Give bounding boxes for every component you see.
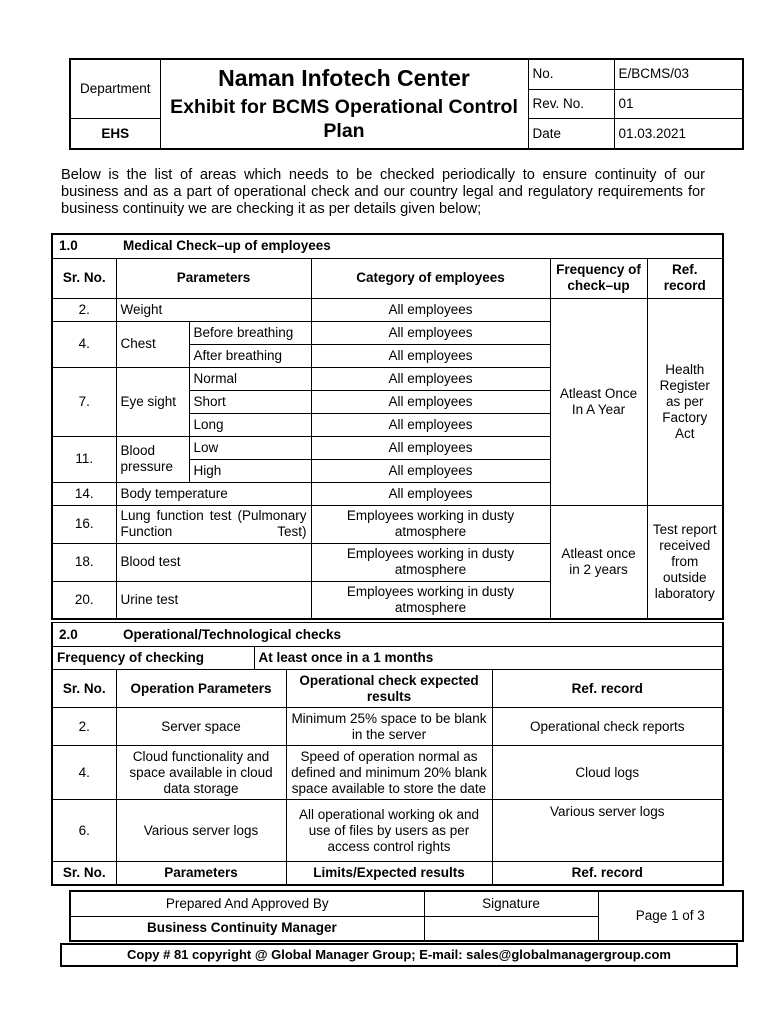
param-body-temperature: Body temperature: [116, 482, 311, 505]
subparam-long: Long: [189, 413, 311, 436]
frequency-yearly: Atleast Once In A Year: [550, 298, 647, 505]
section2-title: Operational/Technological checks: [123, 626, 342, 642]
param-eye-sight: Eye sight: [116, 367, 189, 436]
col-ref-record: Ref. record: [492, 670, 723, 708]
sr-weight: 2.: [52, 298, 116, 321]
param-cloud: Cloud functionality and space available in cloud data storage: [116, 746, 286, 800]
ref-test-report: Test report received from outside laboratory: [647, 505, 723, 619]
col-operation-parameters: Operation Parameters: [116, 670, 286, 708]
document-header: [69, 58, 744, 150]
sr-cell: 4.: [52, 746, 116, 800]
ref-server-space: Operational check reports: [492, 708, 723, 746]
signature-label: Signature: [424, 891, 598, 916]
date-label: Date: [528, 119, 614, 149]
category-cell: All employees: [311, 321, 550, 344]
copyright-bar: Copy # 81 copyright @ Global Manager Group; E-mail: sales@globalmanagergroup.com: [60, 943, 738, 967]
category-cell: All employees: [311, 436, 550, 459]
footer-col-sr: Sr. No.: [52, 862, 116, 885]
company-name: Naman Infotech Center: [218, 65, 470, 91]
sr-urine-test: 20.: [52, 581, 116, 619]
category-cell: All employees: [311, 390, 550, 413]
col-frequency: Frequency of check–up: [550, 258, 647, 298]
sr-body-temperature: 14.: [52, 482, 116, 505]
frequency-value: At least once in a 1 months: [254, 647, 723, 670]
footer-col-limits: Limits/Expected results: [286, 862, 492, 885]
param-lung-function: Lung function test (Pulmonary Function Test): [116, 505, 311, 543]
subparam-before-breathing: Before breathing: [189, 321, 311, 344]
category-cell: Employees working in dusty atmosphere: [311, 543, 550, 581]
section1-number: 1.0: [59, 238, 78, 254]
col-sr-no: Sr. No.: [52, 258, 116, 298]
document-title: Exhibit for BCMS Operational Control Plan: [170, 96, 518, 142]
col-parameters: Parameters: [116, 258, 311, 298]
sr-blood-pressure: 11.: [52, 436, 116, 482]
sr-blood-test: 18.: [52, 543, 116, 581]
category-cell: Employees working in dusty atmosphere: [311, 581, 550, 619]
rev-no-label: Rev. No.: [528, 89, 614, 119]
subparam-normal: Normal: [189, 367, 311, 390]
section1-title: Medical Check–up of employees: [123, 238, 331, 254]
signature-field: [424, 916, 598, 941]
sr-cell: 2.: [52, 708, 116, 746]
medical-checkup-table: [51, 233, 724, 620]
subparam-after-breathing: After breathing: [189, 344, 311, 367]
category-cell: All employees: [311, 367, 550, 390]
category-cell: All employees: [311, 344, 550, 367]
header-title-cell: [160, 59, 528, 149]
param-server-logs: Various server logs: [116, 800, 286, 862]
department-value: EHS: [70, 119, 160, 149]
category-cell: All employees: [311, 482, 550, 505]
expected-server-logs: All operational working ok and use of files by users as per access control rights: [286, 800, 492, 862]
manager-role: Business Continuity Manager: [70, 916, 424, 941]
col-sr-no: Sr. No.: [52, 670, 116, 708]
param-server-space: Server space: [116, 708, 286, 746]
approval-footer: [69, 890, 744, 942]
doc-no-label: No.: [528, 59, 614, 89]
intro-paragraph: Below is the list of areas which needs to be checked periodically to ensure continuity of our business and as a part of operational check and our country legal and regulatory requirements for business continuity we are checking it as per details given below;: [61, 167, 705, 217]
footer-col-parameters: Parameters: [116, 862, 286, 885]
col-category: Category of employees: [311, 258, 550, 298]
ref-server-logs: Various server logs: [492, 800, 723, 862]
ref-health-register: Health Register as per Factory Act: [647, 298, 723, 505]
date-value: 01.03.2021: [614, 119, 743, 149]
param-urine-test: Urine test: [116, 581, 311, 619]
rev-no-value: 01: [614, 89, 743, 119]
sr-chest: 4.: [52, 321, 116, 367]
ref-cloud: Cloud logs: [492, 746, 723, 800]
sr-eye-sight: 7.: [52, 367, 116, 436]
category-cell: All employees: [311, 459, 550, 482]
param-blood-test: Blood test: [116, 543, 311, 581]
subparam-high: High: [189, 459, 311, 482]
param-blood-pressure: Blood pressure: [116, 436, 189, 482]
operational-checks-table: [51, 622, 724, 886]
prepared-label: Prepared And Approved By: [70, 891, 424, 916]
category-cell: All employees: [311, 413, 550, 436]
subparam-short: Short: [189, 390, 311, 413]
col-ref-record: Ref. record: [647, 258, 723, 298]
page-number: Page 1 of 3: [598, 891, 743, 941]
category-cell: Employees working in dusty atmosphere: [311, 505, 550, 543]
param-chest: Chest: [116, 321, 189, 367]
expected-server-space: Minimum 25% space to be blank in the server: [286, 708, 492, 746]
param-weight: Weight: [116, 298, 311, 321]
section1-heading: [52, 234, 723, 258]
category-cell: All employees: [311, 298, 550, 321]
sr-cell: 6.: [52, 800, 116, 862]
doc-no-value: E/BCMS/03: [614, 59, 743, 89]
subparam-low: Low: [189, 436, 311, 459]
section2-heading: [52, 623, 723, 647]
expected-cloud: Speed of operation normal as defined and minimum 20% blank space available to store the date: [286, 746, 492, 800]
frequency-two-years: Atleast once in 2 years: [550, 505, 647, 619]
department-label: Department: [70, 59, 160, 119]
sr-lung-function: 16.: [52, 505, 116, 543]
col-expected-results: Operational check expected results: [286, 670, 492, 708]
footer-col-ref: Ref. record: [492, 862, 723, 885]
frequency-label: Frequency of checking: [52, 647, 254, 670]
section2-number: 2.0: [59, 626, 78, 642]
